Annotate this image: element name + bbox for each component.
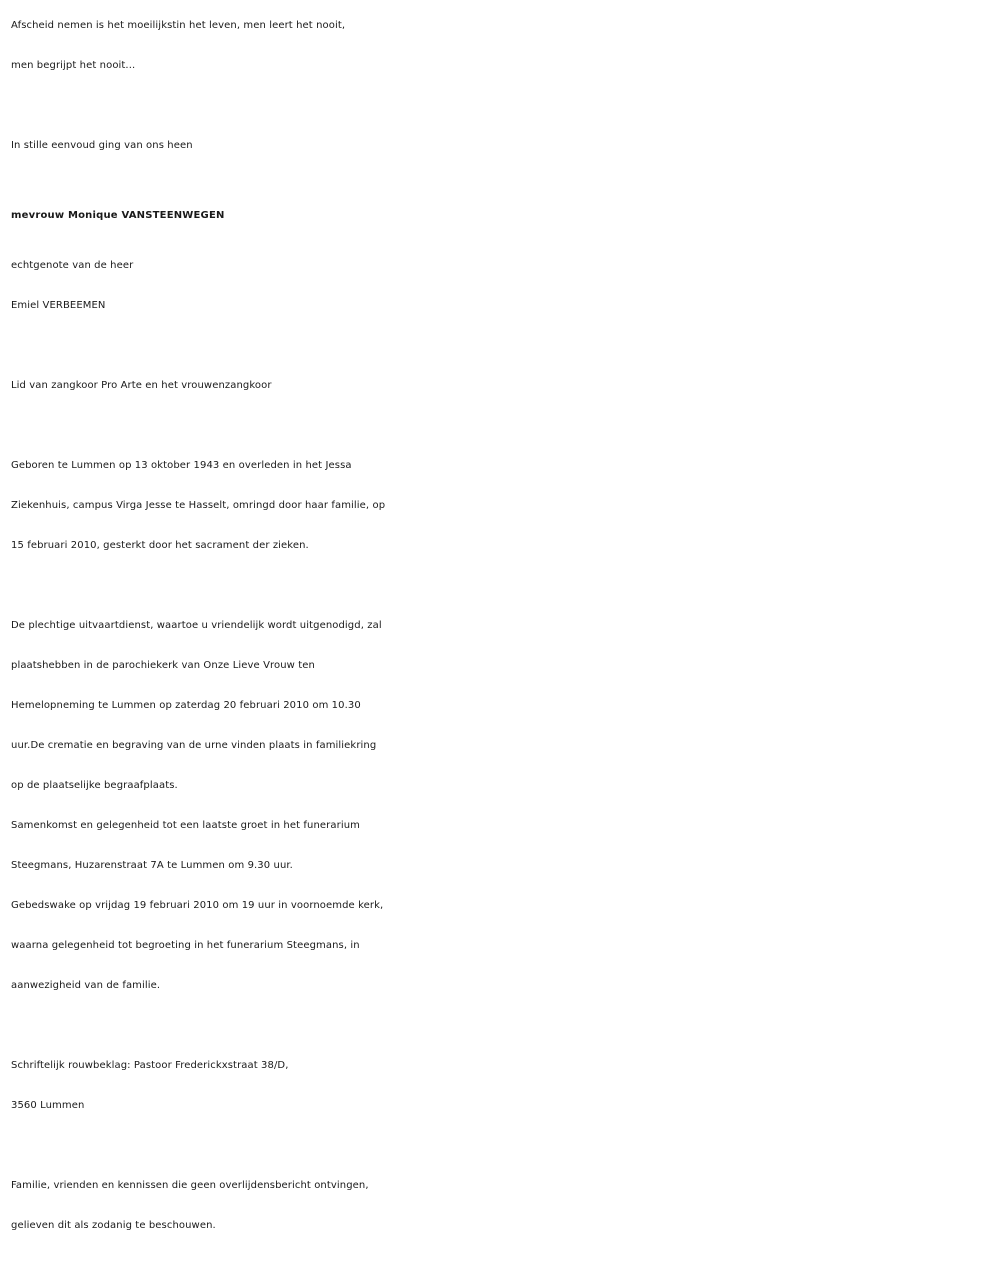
paragraph-line: aanwezigheid van de familie. bbox=[11, 980, 161, 991]
paragraph-line: waarna gelegenheid tot begroeting in het funerarium Steegmans, in bbox=[11, 940, 360, 951]
birth-death-paragraph bbox=[11, 446, 991, 566]
paragraph-line: uur.De crematie en begraving van de urne vinden plaats in familiekring bbox=[11, 740, 377, 751]
paragraph-line: Steegmans, Huzarenstraat 7A te Lummen om 9.30 uur. bbox=[11, 860, 293, 871]
obituary-notice bbox=[11, 6, 991, 1246]
announcement: In stille eenvoud ging van ons heen bbox=[11, 140, 193, 151]
paragraph-line: Gebedswake op vrijdag 19 februari 2010 om 19 uur in voornoemde kerk, bbox=[11, 900, 384, 911]
closing-paragraph bbox=[11, 1166, 991, 1246]
relation-text: echtgenote van de heer bbox=[11, 260, 134, 271]
intro-line: men begrijpt het nooit... bbox=[11, 60, 136, 71]
address-line: Schriftelijk rouwbeklag: Pastoor Frederickxstraat 38/D, bbox=[11, 1060, 289, 1071]
deceased-block bbox=[11, 186, 991, 326]
deceased-name: mevrouw Monique VANSTEENWEGEN bbox=[11, 210, 225, 221]
paragraph-line: Familie, vrienden en kennissen die geen overlijdensbericht ontvingen, bbox=[11, 1180, 369, 1191]
paragraph-line: 15 februari 2010, gesterkt door het sacrament der zieken. bbox=[11, 540, 309, 551]
paragraph-line: gelieven dit als zodanig te beschouwen. bbox=[11, 1220, 216, 1231]
paragraph-line: plaatshebben in de parochiekerk van Onze Lieve Vrouw ten bbox=[11, 660, 315, 671]
service-paragraph bbox=[11, 606, 991, 1006]
paragraph-line: Samenkomst en gelegenheid tot een laatste groet in het funerarium bbox=[11, 820, 360, 831]
paragraph-line: De plechtige uitvaartdienst, waartoe u vriendelijk wordt uitgenodigd, zal bbox=[11, 620, 382, 631]
intro-line: Afscheid nemen is het moeilijkstin het leven, men leert het nooit, bbox=[11, 20, 346, 31]
paragraph-line: Geboren te Lummen op 13 oktober 1943 en overleden in het Jessa bbox=[11, 460, 352, 471]
condolences-address bbox=[11, 1046, 991, 1126]
paragraph-line: op de plaatselijke begraafplaats. bbox=[11, 780, 178, 791]
intro-quote bbox=[11, 6, 991, 86]
address-line: 3560 Lummen bbox=[11, 1100, 85, 1111]
paragraph-line: Ziekenhuis, campus Virga Jesse te Hasselt, omringd door haar familie, op bbox=[11, 500, 386, 511]
membership-text: Lid van zangkoor Pro Arte en het vrouwenzangkoor bbox=[11, 380, 272, 391]
spouse-name: Emiel VERBEEMEN bbox=[11, 300, 106, 311]
paragraph-line: Hemelopneming te Lummen op zaterdag 20 februari 2010 om 10.30 bbox=[11, 700, 361, 711]
